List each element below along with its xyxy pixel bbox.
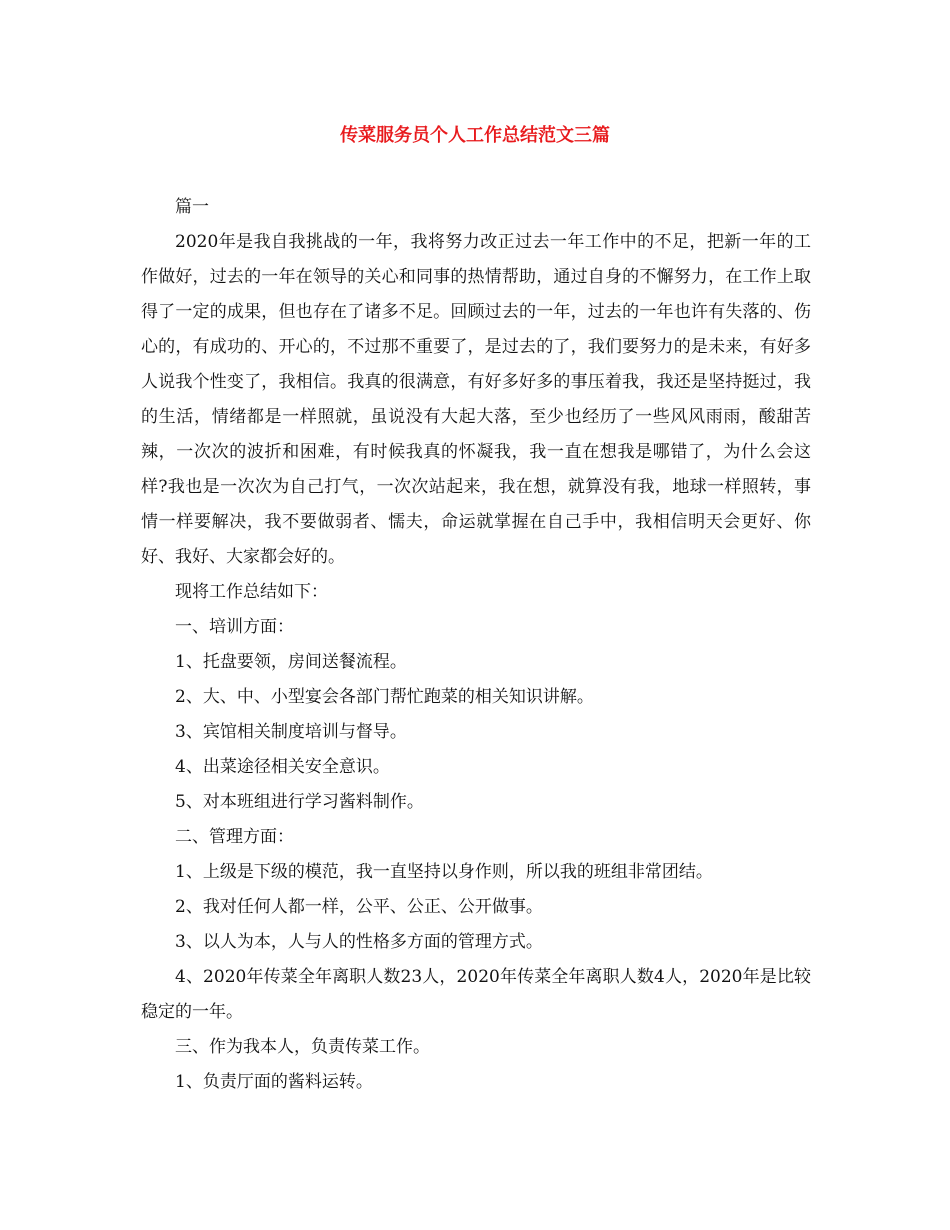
personal-item: 1、负责厅面的酱料运转。 — [175, 1072, 373, 1092]
intro-paragraph: 2020年是我自我挑战的一年，我将努力改正过去一年工作中的不足，把新一年的工作做好，过去的一年在领导的关心和同事的热情帮助，通过自身的不懈努力，在工作上取得了一定的成果，但也存在了诸多不足。回顾过去的一年，过去的一年也许有失落的、伤心的，有成功的、开心的，不过那不重要了，是过去的了，我们要努力的是未来，有好多人说我个性变了，我相信。我真的很满意，有好多好多的事压着我，我还是坚持挺过，我的生活，情绪都是一样照就，虽说没有大起大落，至少也经历了一些风风雨雨，酸甜苦辣，一次次的波折和困难，有时候我真的怀凝我，我一直在想我是哪错了，为什么会这样?我也是一次次为自己打气，一次次站起来，我在想，就算没有我，地球一样照转，事情一样要解决，我不要做弱者、懦夫，命运就掌握在自己手中，我相信明天会更好、你好、我好、大家都会好的。 — [141, 232, 811, 567]
section-label: 篇一 — [175, 197, 209, 217]
training-item: 1、托盘要领，房间送餐流程。 — [175, 652, 407, 672]
document-body — [141, 190, 811, 1100]
training-item: 5、对本班组进行学习酱料制作。 — [175, 792, 424, 812]
document-title: 传菜服务员个人工作总结范文三篇 — [340, 125, 610, 146]
management-item: 3、以人为本，人与人的性格多方面的管理方式。 — [175, 932, 543, 952]
training-item: 2、大、中、小型宴会各部门帮忙跑菜的相关知识讲解。 — [175, 687, 594, 707]
training-heading: 一、培训方面： — [175, 617, 294, 637]
summary-intro: 现将工作总结如下： — [175, 582, 328, 602]
management-heading: 二、管理方面： — [175, 827, 294, 847]
management-item: 1、上级是下级的模范，我一直坚持以身作则，所以我的班组非常团结。 — [175, 862, 713, 882]
training-item: 3、宾馆相关制度培训与督导。 — [175, 722, 407, 742]
management-item: 2、我对任何人都一样，公平、公正、公开做事。 — [175, 897, 543, 917]
personal-heading: 三、作为我本人，负责传菜工作。 — [175, 1037, 430, 1057]
training-item: 4、出菜途径相关安全意识。 — [175, 757, 390, 777]
management-item: 4、2020年传菜全年离职人数23人，2020年传菜全年离职人数4人，2020年是比较稳定的一年。 — [141, 967, 811, 1022]
